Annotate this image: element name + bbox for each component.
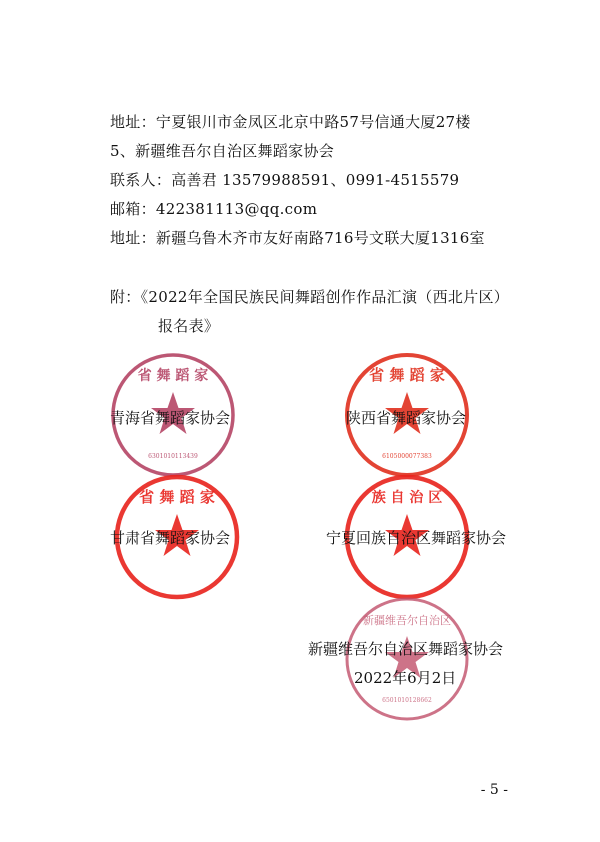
qinghai-signature: 青海省舞蹈家协会 — [110, 409, 231, 427]
address-ningxia: 地址：宁夏银川市金凤区北京中路57号信通大厦27楼 — [110, 113, 471, 131]
xinjiang-seal — [342, 594, 472, 724]
signature-date: 2022年6月2日 — [354, 669, 457, 687]
section-heading-xinjiang: 5、新疆维吾尔自治区舞蹈家协会 — [110, 142, 335, 160]
ningxia-signature: 宁夏回族自治区舞蹈家协会 — [326, 529, 507, 547]
svg-text:6301010113439: 6301010113439 — [148, 453, 198, 460]
contact-person: 联系人：高善君 13579988591、0991-4515579 — [110, 171, 460, 189]
svg-text:省 舞 蹈 家: 省 舞 蹈 家 — [369, 366, 445, 384]
shaanxi-signature: 陕西省舞蹈家协会 — [346, 409, 467, 427]
svg-text:6501010128662: 6501010128662 — [382, 697, 432, 704]
attachment-line-2: 报名表》 — [158, 317, 220, 335]
gansu-signature: 甘肃省舞蹈家协会 — [110, 529, 231, 547]
svg-text:族 自 治 区: 族 自 治 区 — [371, 490, 443, 506]
attachment-line-1: 附：《2022年全国民族民间舞蹈创作作品汇演（西北片区） — [110, 288, 510, 306]
svg-text:新疆维吾尔自治区: 新疆维吾尔自治区 — [363, 614, 451, 627]
page-number: - 5 - — [480, 782, 508, 798]
svg-text:省 舞 蹈 家: 省 舞 蹈 家 — [139, 488, 215, 506]
address-xinjiang: 地址：新疆乌鲁木齐市友好南路716号文联大厦1316室 — [110, 229, 485, 247]
svg-text:6105000077383: 6105000077383 — [382, 453, 432, 460]
xinjiang-signature: 新疆维吾尔自治区舞蹈家协会 — [308, 640, 504, 658]
svg-text:省 舞 蹈 家: 省 舞 蹈 家 — [137, 368, 209, 384]
email: 邮箱：422381113@qq.com — [110, 200, 318, 218]
